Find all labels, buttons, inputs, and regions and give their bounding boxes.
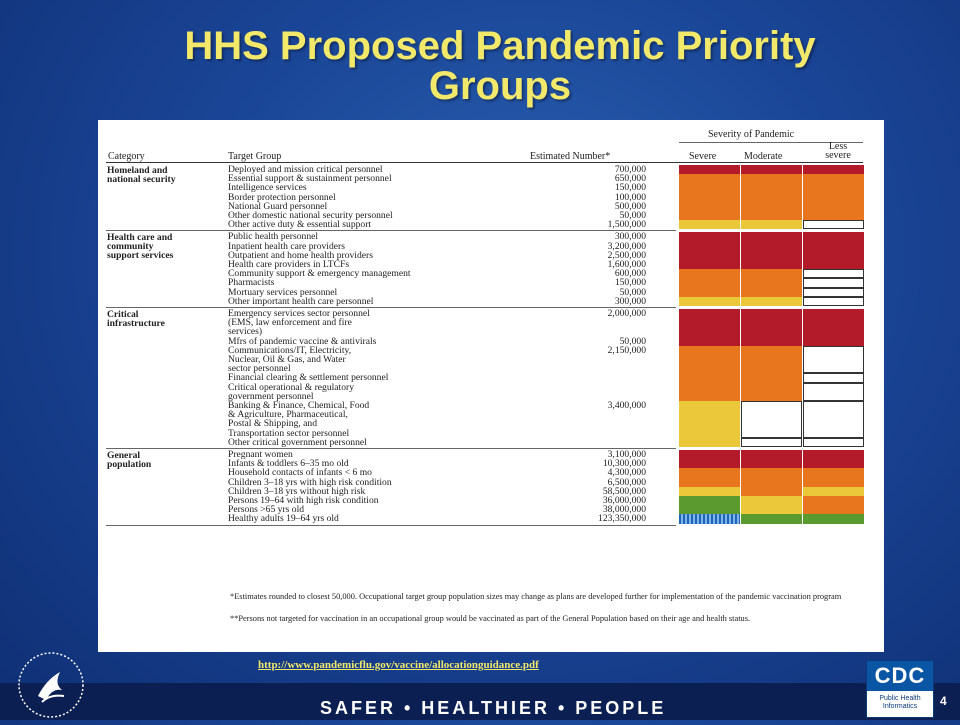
severe-cell — [679, 438, 740, 447]
target-group: Household contacts of infants < 6 mo — [228, 467, 372, 479]
less-severe-cell — [803, 193, 864, 202]
moderate-cell — [741, 487, 802, 496]
moderate-cell — [741, 232, 802, 241]
category-label: Health care and community support services — [107, 232, 174, 262]
less-severe-cell — [803, 514, 864, 523]
cdc-sub-1: Public Health — [879, 695, 921, 702]
estimated-number: 36,000,000 — [602, 495, 646, 506]
moderate-cell — [741, 478, 802, 487]
moderate-cell — [741, 183, 802, 192]
category-label: Critical infrastructure — [107, 309, 165, 329]
target-group: Communications/IT, Electricity, Nuclear, Oil & Gas, and Water sector personnel — [228, 344, 352, 375]
estimated-number: 3,400,000 — [607, 400, 646, 411]
moderate-cell — [741, 174, 802, 183]
target-group: Public health personnel — [228, 231, 319, 243]
col-severe: Severe — [689, 151, 717, 162]
target-group: Emergency services sector personnel (EMS, law enforcement and fire services) — [228, 308, 370, 338]
estimated-number: 38,000,000 — [602, 504, 646, 516]
estimated-number: 4,300,000 — [607, 467, 646, 479]
less-severe-cell — [803, 278, 864, 287]
less-severe-cell — [803, 297, 864, 306]
footnote-estimates: *Estimates rounded to closest 50,000. Occupational target group population sizes may change as plans are developed further for implementation of the pandemic vaccination program — [230, 592, 842, 601]
moderate-cell — [741, 514, 802, 523]
col-less-severe: Less severe — [825, 141, 851, 161]
less-severe-cell — [803, 450, 864, 459]
target-group: Pregnant women — [228, 449, 293, 460]
target-group: Other active duty & essential support — [228, 219, 372, 231]
target-group: Deployed and mission critical personnel — [228, 164, 383, 175]
estimated-number: 50,000 — [619, 335, 646, 347]
category-label: General population — [107, 450, 152, 470]
category-label: Homeland and national security — [107, 165, 176, 185]
estimated-number: 123,350,000 — [598, 513, 646, 525]
target-group: Persons >65 yrs old — [228, 504, 305, 516]
severe-cell — [679, 193, 740, 202]
target-group: Inpatient health care providers — [228, 240, 345, 252]
estimated-number: 2,500,000 — [607, 249, 646, 261]
target-group: National Guard personnel — [228, 200, 328, 212]
hhs-seal-icon — [16, 650, 86, 720]
less-severe-cell — [803, 505, 864, 514]
estimated-number: 3,100,000 — [607, 449, 646, 460]
category-divider — [106, 525, 676, 526]
target-group: Children 3–18 yrs without high risk — [228, 485, 366, 497]
target-group: Infants & toddlers 6–35 mo old — [228, 458, 349, 470]
less-severe-cell — [803, 401, 864, 438]
estimated-number: 300,000 — [614, 295, 646, 307]
moderate-cell — [741, 438, 802, 447]
severe-cell — [679, 496, 740, 505]
estimated-number: 700,000 — [614, 164, 646, 175]
target-group: Children 3–18 yrs with high risk condition — [228, 476, 392, 488]
estimated-number: 600,000 — [614, 268, 646, 280]
moderate-cell — [741, 193, 802, 202]
moderate-cell — [741, 288, 802, 297]
moderate-cell — [741, 450, 802, 459]
less-severe-cell — [803, 165, 864, 174]
category-divider — [106, 230, 676, 231]
slide-title — [100, 26, 900, 106]
target-group: Health care providers in LTCFs — [228, 259, 350, 270]
moderate-cell — [741, 346, 802, 374]
moderate-cell — [741, 383, 802, 401]
severe-cell — [679, 373, 740, 382]
severe-cell — [679, 383, 740, 401]
severe-cell — [679, 260, 740, 269]
cdc-logo — [866, 660, 934, 718]
estimated-number: 300,000 — [614, 231, 646, 243]
severe-cell — [679, 220, 740, 229]
severe-cell — [679, 251, 740, 260]
less-severe-cell — [803, 487, 864, 496]
target-group: Pharmacists — [228, 277, 275, 289]
moderate-cell — [741, 202, 802, 211]
less-severe-cell — [803, 242, 864, 251]
target-group: Community support & emergency management — [228, 268, 411, 280]
less-severe-cell — [803, 468, 864, 477]
less-severe-cell — [803, 496, 864, 505]
slogan: SAFER • HEALTHIER • PEOPLE — [320, 698, 667, 718]
less-severe-cell — [803, 337, 864, 346]
severe-cell — [679, 269, 740, 278]
severity-header: Severity of Pandemic — [708, 129, 795, 140]
moderate-cell — [741, 278, 802, 287]
severe-cell — [679, 202, 740, 211]
less-severe-cell — [803, 383, 864, 401]
severe-cell — [679, 174, 740, 183]
target-group: Mfrs of pandemic vaccine & antivirals — [228, 335, 377, 347]
severe-cell — [679, 459, 740, 468]
estimated-number: 3,200,000 — [607, 240, 646, 252]
moderate-cell — [741, 251, 802, 260]
cdc-logo-text: CDC — [867, 661, 933, 691]
moderate-cell — [741, 468, 802, 477]
category-divider — [106, 448, 676, 449]
target-group: Critical operational & regulatory government personnel — [228, 381, 355, 402]
severe-cell — [679, 514, 740, 523]
estimated-number: 500,000 — [614, 200, 646, 212]
target-group: Intelligence services — [228, 182, 307, 194]
severe-cell — [679, 309, 740, 337]
estimated-number: 100,000 — [614, 191, 646, 203]
moderate-cell — [741, 165, 802, 174]
severe-cell — [679, 401, 740, 438]
less-severe-cell — [803, 202, 864, 211]
less-severe-cell — [803, 174, 864, 183]
moderate-cell — [741, 505, 802, 514]
footnote-persons: **Persons not targeted for vaccination in an occupational group would be vaccinated as part of the General Population based on their age and health status. — [230, 614, 751, 623]
moderate-cell — [741, 211, 802, 220]
severe-cell — [679, 183, 740, 192]
cdc-logo-subtitle — [867, 691, 933, 711]
severe-cell — [679, 278, 740, 287]
col-target-group: Target Group — [228, 151, 282, 162]
estimated-number: 6,500,000 — [607, 476, 646, 488]
page-number: 4 — [940, 694, 947, 708]
severe-cell — [679, 346, 740, 374]
moderate-cell — [741, 242, 802, 251]
estimated-number: 1,600,000 — [607, 259, 646, 270]
severe-cell — [679, 232, 740, 241]
less-severe-cell — [803, 373, 864, 382]
target-group: Banking & Finance, Chemical, Food & Agriculture, Pharmaceutical, Postal & Shipping, and Transportation sector personnel — [228, 400, 370, 439]
severe-cell — [679, 505, 740, 514]
estimated-number: 58,500,000 — [602, 485, 646, 497]
moderate-cell — [741, 309, 802, 337]
target-group: Other important health care personnel — [228, 295, 374, 307]
less-severe-cell — [803, 251, 864, 260]
estimated-number: 10,300,000 — [602, 458, 646, 470]
title-line-2: Groups — [428, 64, 572, 108]
title-line-1: HHS Proposed Pandemic Priority — [184, 24, 816, 68]
less-severe-cell — [803, 260, 864, 269]
target-group: Outpatient and home health providers — [228, 249, 373, 261]
allocation-guidance-link[interactable]: http://www.pandemicflu.gov/vaccine/allocationguidance.pdf — [258, 659, 539, 671]
target-group: Financial clearing & settlement personnel — [228, 372, 389, 384]
severe-cell — [679, 242, 740, 251]
cdc-sub-2: Informatics — [882, 703, 918, 710]
moderate-cell — [741, 220, 802, 229]
category-divider — [106, 307, 676, 308]
severe-cell — [679, 487, 740, 496]
severe-cell — [679, 468, 740, 477]
severe-cell — [679, 211, 740, 220]
estimated-number: 1,500,000 — [607, 219, 646, 231]
target-group: Persons 19–64 with high risk condition — [228, 495, 379, 506]
target-group: Border protection personnel — [228, 191, 336, 203]
moderate-cell — [741, 496, 802, 505]
moderate-cell — [741, 260, 802, 269]
severe-cell — [679, 288, 740, 297]
less-severe-cell — [803, 309, 864, 337]
severe-cell — [679, 165, 740, 174]
estimated-number: 50,000 — [619, 210, 646, 221]
estimated-number: 2,150,000 — [607, 344, 646, 356]
less-severe-cell — [803, 211, 864, 220]
severe-cell — [679, 478, 740, 487]
header-rule — [106, 162, 863, 163]
less-severe-cell — [803, 183, 864, 192]
target-group: Other critical government personnel — [228, 436, 367, 448]
less-severe-cell — [803, 478, 864, 487]
estimated-number: 2,000,000 — [607, 308, 646, 319]
severe-cell — [679, 337, 740, 346]
target-group: Healthy adults 19–64 yrs old — [228, 513, 339, 525]
severe-cell — [679, 297, 740, 306]
moderate-cell — [741, 401, 802, 438]
col-estimated-number: Estimated Number* — [530, 151, 611, 162]
col-category: Category — [108, 151, 145, 162]
target-group: Other domestic national security personnel — [228, 210, 393, 221]
estimated-number: 650,000 — [614, 173, 646, 185]
estimated-number: 150,000 — [614, 182, 646, 194]
target-group: Essential support & sustainment personnel — [228, 173, 392, 185]
moderate-cell — [741, 297, 802, 306]
moderate-cell — [741, 337, 802, 346]
estimated-number: 150,000 — [614, 277, 646, 289]
less-severe-cell — [803, 269, 864, 278]
priority-groups-table — [98, 120, 884, 652]
estimated-number: 50,000 — [619, 286, 646, 298]
severe-cell — [679, 450, 740, 459]
moderate-cell — [741, 459, 802, 468]
less-severe-cell — [803, 220, 864, 229]
less-severe-cell — [803, 438, 864, 447]
less-severe-cell — [803, 232, 864, 241]
moderate-cell — [741, 373, 802, 382]
moderate-cell — [741, 269, 802, 278]
col-moderate: Moderate — [744, 151, 783, 162]
less-severe-cell — [803, 459, 864, 468]
less-severe-cell — [803, 288, 864, 297]
less-severe-cell — [803, 346, 864, 374]
target-group: Mortuary services personnel — [228, 286, 338, 298]
